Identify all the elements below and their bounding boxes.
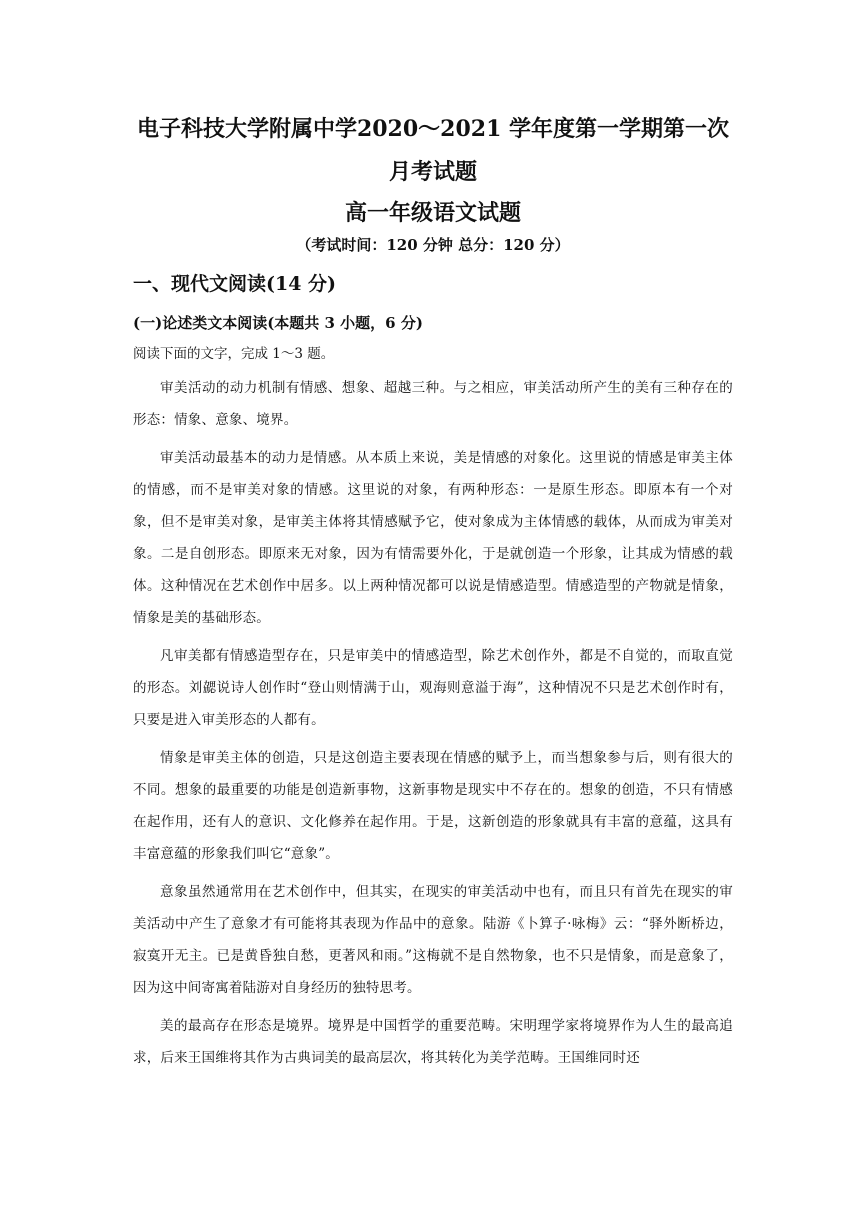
paragraph-1: 审美活动的动力机制有情感、想象、超越三种。与之相应，审美活动所产生的美有三种存在的形态：情象、意象、境界。	[133, 380, 733, 428]
section-heading: 一、现代文阅读(14 分)	[133, 273, 337, 295]
paragraph-4: 情象是审美主体的创造，只是这创造主要表现在情感的赋予上，而当想象参与后，则有很大的不同。想象的最重要的功能是创造新事物，这新事物是现实中不存在的。想象的创造，不只有情感在起作用，还有人的意识、文化修养在起作用。于是，这新创造的形象就具有丰富的意蕴，这具有丰富意蕴的形象我们叫它“意象”。	[133, 750, 733, 862]
exam-info: （考试时间：120 分钟 总分：120 分）	[296, 236, 570, 254]
exam-page	[133, 108, 733, 1074]
paragraph-2: 审美活动最基本的动力是情感。从本质上来说，美是情感的对象化。这里说的情感是审美主体的情感，而不是审美对象的情感。这里说的对象，有两种形态：一是原生形态。即原本有一个对象，但不是审美对象，是审美主体将其情感赋予它，使对象成为主体情感的载体，从而成为审美对象。二是自创形态。即原来无对象，因为有情需要外化，于是就创造一个形象，让其成为情感的载体。这种情况在艺术创作中居多。以上两种情况都可以说是情感造型。情感造型的产物就是情象，情象是美的基础形态。	[133, 450, 733, 626]
exam-title: 电子科技大学附属中学2020～2021 学年度第一学期第一次月考试题	[136, 116, 730, 185]
reading-instruction: 阅读下面的文字，完成 1～3 题。	[133, 346, 335, 362]
exam-subtitle: 高一年级语文试题	[344, 200, 521, 226]
subsection-heading: (一)论述类文本阅读(本题共 3 小题，6 分)	[133, 314, 423, 332]
paragraph-5: 意象虽然通常用在艺术创作中，但其实，在现实的审美活动中也有，而且只有首先在现实的审美活动中产生了意象才有可能将其表现为作品中的意象。陆游《卜算子·咏梅》云：“驿外断桥边，寂寞开无主。已是黄昏独自愁，更著风和雨。”这梅就不是自然物象，也不只是情象，而是意象了，因为这中间寄寓着陆游对自身经历的独特思考。	[133, 884, 733, 996]
paragraph-6: 美的最高存在形态是境界。境界是中国哲学的重要范畴。宋明理学家将境界作为人生的最高追求，后来王国维将其作为古典词美的最高层次，将其转化为美学范畴。王国维同时还	[133, 1018, 733, 1066]
paragraph-3: 凡审美都有情感造型存在，只是审美中的情感造型，除艺术创作外，都是不自觉的，而取直觉的形态。刘勰说诗人创作时“登山则情满于山，观海则意溢于海”，这种情况不只是艺术创作时有，只要是进入审美形态的人都有。	[133, 648, 733, 728]
